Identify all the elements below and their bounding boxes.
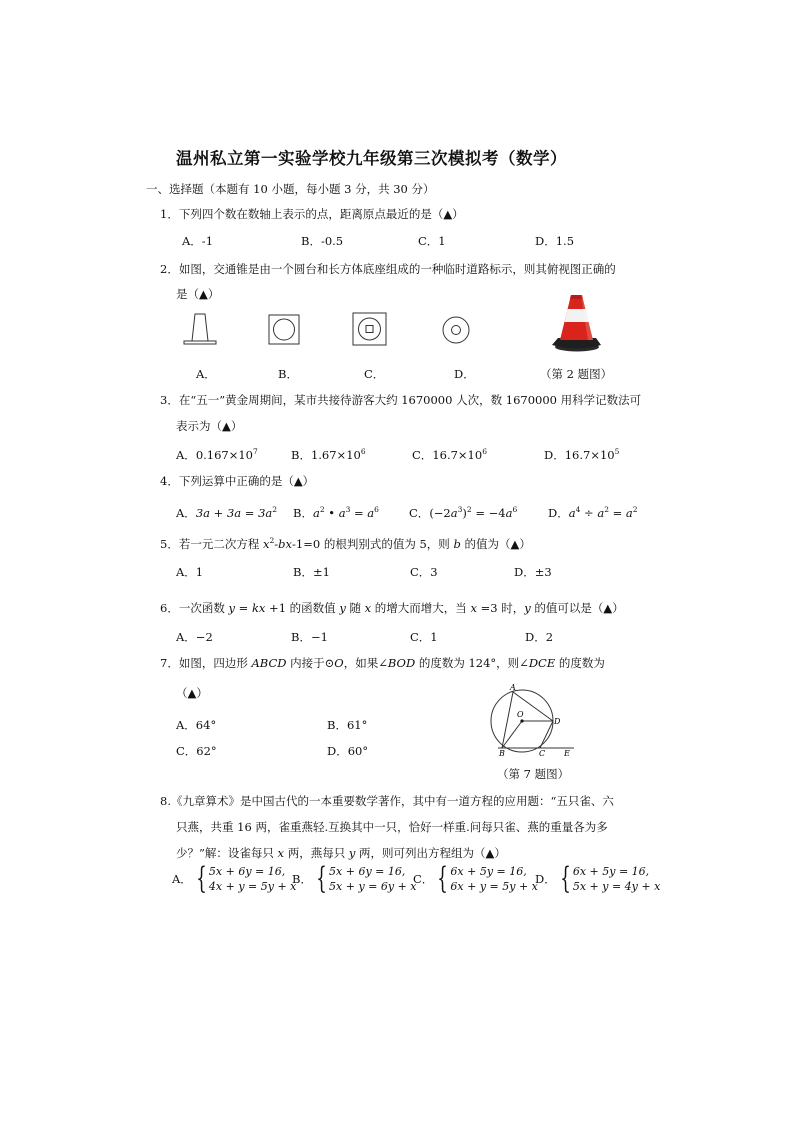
q7-caption: （第 7 题图） bbox=[497, 767, 570, 781]
traffic-cone-image bbox=[548, 292, 602, 354]
q7-point-c: C bbox=[539, 749, 546, 758]
question-8-line3: 少？”解：设雀每只 x 两，燕每只 y 两，则可列出方程组为（▲） bbox=[176, 846, 506, 860]
question-1-stem: 1．下列四个数在数轴上表示的点，距离原点最近的是（▲） bbox=[160, 207, 464, 221]
q3-option-d: D．$16.7\times 10^5$ bbox=[544, 447, 620, 462]
q8-option-d: D． { 6x + 5y = 16, 5x + y = 4y + x bbox=[535, 861, 661, 896]
q2-label-c: C． bbox=[364, 367, 385, 381]
question-7-stem-line2: （▲） bbox=[176, 686, 208, 700]
question-8-line1: 8.《九章算术》是中国古代的一本重要数学著作，其中有一道方程的应用题：“五只雀、六 bbox=[160, 794, 614, 808]
question-5-stem: 5．若一元二次方程 $x^2-bx-1=0$ 的根判别式的值为 5，则 b 的值为（▲） bbox=[160, 536, 531, 551]
q1-option-a: A．-1 bbox=[182, 234, 214, 248]
q2-label-a: A． bbox=[196, 367, 216, 381]
q6-option-a: A．−2 bbox=[176, 630, 213, 644]
question-8-line2: 只燕，共重 16 两，雀重燕轻.互换其中一只，恰好一样重.问每只雀、燕的重量各为多 bbox=[176, 820, 608, 834]
q4-option-c: C．$(-2a^3)^2 = -4a^6$ bbox=[409, 505, 518, 520]
section-header: 一、选择题（本题有 10 小题，每小题 3 分，共 30 分） bbox=[146, 182, 435, 196]
q8-option-c: C． { 6x + 5y = 16, 6x + y = 5y + x bbox=[413, 861, 538, 896]
q4-option-b: B．$a^2$ • $a^3 = a^6$ bbox=[293, 505, 379, 520]
q6-option-c: C．1 bbox=[410, 630, 438, 644]
q5-option-b: B．±1 bbox=[293, 565, 330, 579]
q1-option-b: B．-0.5 bbox=[301, 234, 344, 248]
q7-circle-figure bbox=[488, 684, 578, 760]
question-2-stem-line1: 2．如图，交通锥是由一个圆台和长方体底座组成的一种临时道路标示，则其俯视图正确的 bbox=[160, 262, 616, 276]
q7-option-b: B．61° bbox=[327, 718, 368, 732]
page-title: 温州私立第一实验学校九年级第三次模拟考（数学） bbox=[176, 149, 567, 168]
question-6-stem: 6．一次函数 y = kx +1 的函数值 y 随 x 的增大而增大，当 x =3 时，y 的值可以是（▲） bbox=[160, 601, 624, 615]
q5-option-c: C．3 bbox=[410, 565, 438, 579]
q8-option-a: A． { 5x + 6y = 16, 4x + y = 5y + x bbox=[172, 861, 297, 896]
q2-caption: （第 2 题图） bbox=[540, 367, 613, 381]
q1-option-c: C．1 bbox=[418, 234, 446, 248]
question-4-stem: 4．下列运算中正确的是（▲） bbox=[160, 474, 315, 488]
q3-option-a: A．$0.167\times 10^7$ bbox=[176, 447, 258, 462]
q7-option-c: C．62° bbox=[176, 744, 217, 758]
question-2-stem-line2: 是（▲） bbox=[176, 287, 220, 301]
q1-option-d: D．1.5 bbox=[535, 234, 575, 248]
q7-option-a: A．64° bbox=[176, 718, 217, 732]
q7-point-d: D bbox=[554, 717, 561, 726]
q3-option-c: C．$16.7\times 10^6$ bbox=[412, 447, 487, 462]
question-3-stem-line1: 3．在“五一”黄金周期间，某市共接待游客大约 1670000 人次，数 1670000 用科学记数法可 bbox=[160, 393, 642, 407]
question-7-stem-line1: 7．如图，四边形 ABCD 内接于⊙O，如果∠BOD 的度数为 124°，则∠DCE 的度数为 bbox=[160, 656, 605, 670]
q7-point-a: A bbox=[510, 683, 516, 692]
q6-option-b: B．−1 bbox=[291, 630, 328, 644]
q4-option-d: D．$a^4 \div a^2 = a^2$ bbox=[548, 505, 638, 520]
q7-point-e: E bbox=[564, 749, 570, 758]
q8-option-b: B． { 5x + 6y = 16, 5x + y = 6y + x bbox=[292, 861, 417, 896]
question-3-stem-line2: 表示为（▲） bbox=[176, 419, 243, 433]
q2-figure-c bbox=[352, 312, 388, 346]
q2-label-d: D． bbox=[454, 367, 475, 381]
q4-option-a: A．$3a + 3a = 3a^2$ bbox=[176, 505, 278, 520]
q5-option-a: A．1 bbox=[176, 565, 204, 579]
q3-option-b: B．$1.67\times 10^6$ bbox=[291, 447, 366, 462]
q2-figure-a bbox=[180, 310, 220, 350]
q5-option-d: D．±3 bbox=[514, 565, 552, 579]
q7-point-b: B bbox=[499, 749, 505, 758]
q2-label-b: B． bbox=[278, 367, 298, 381]
q7-point-o: O bbox=[517, 710, 524, 719]
q2-figure-d bbox=[440, 314, 472, 346]
q2-figure-b bbox=[268, 314, 302, 346]
q7-option-d: D．60° bbox=[327, 744, 369, 758]
q6-option-d: D．2 bbox=[525, 630, 554, 644]
